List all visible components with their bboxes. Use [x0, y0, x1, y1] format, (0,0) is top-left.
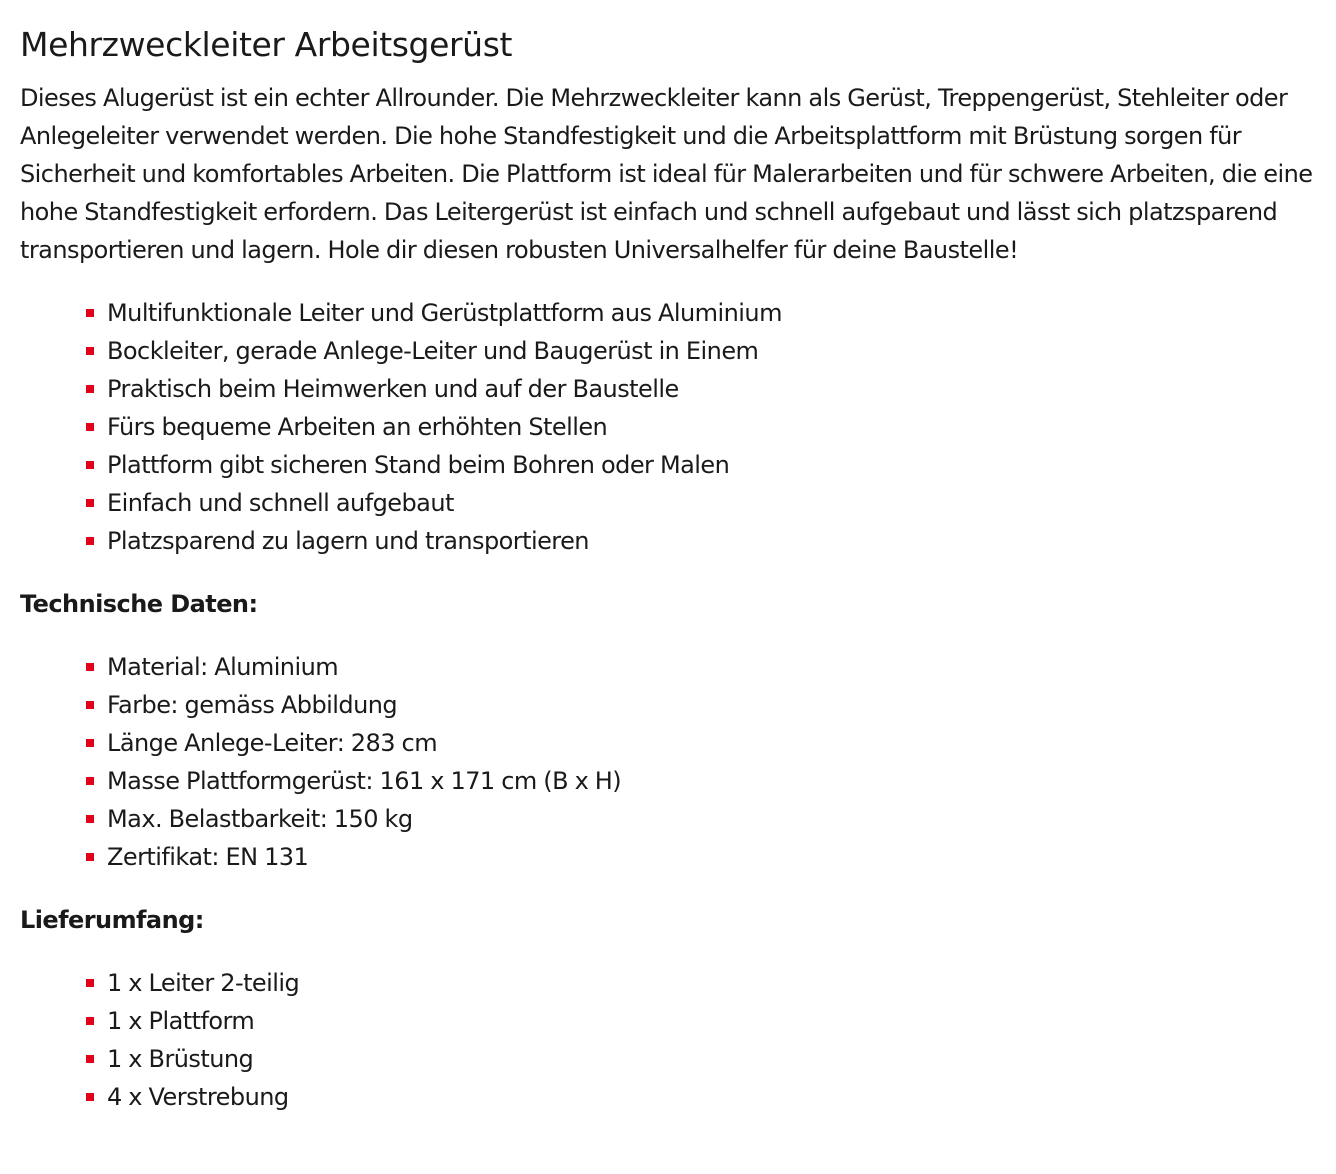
- square-bullet-icon: [86, 663, 94, 671]
- list-item: [86, 762, 1316, 800]
- intro-paragraph: Dieses Alugerüst ist ein echter Allrounder. Die Mehrzweckleiter kann als Gerüst, Treppengerüst, Stehleiter oder Anlegeleiter verwendet werden. Die hohe Standfestigkeit und die Arbeitsplattform mit Brüstung sorgen für Sicherheit und komfortables Arbeiten. Die Plattform ist ideal für Malerarbeiten und für schwere Arbeiten, die eine hohe Standfestigkeit erfordern. Das Leitergerüst ist einfach und schnell aufgebaut und lässt sich platzsparend transportieren und lagern. Hole dir diesen robusten Universalhelfer für deine Baustelle!: [20, 84, 1313, 264]
- list-item: [86, 446, 1316, 484]
- list-item-text: Bockleiter, gerade Anlege-Leiter und Baugerüst in Einem: [107, 337, 759, 365]
- list-item: [86, 484, 1316, 522]
- list-item: [86, 648, 1316, 686]
- list-item-text: Platzsparend zu lagern und transportieren: [107, 527, 589, 555]
- list-item-text: Praktisch beim Heimwerken und auf der Baustelle: [107, 375, 679, 403]
- list-item: [86, 408, 1316, 446]
- delivery-list: [20, 964, 1316, 1116]
- list-item: [86, 332, 1316, 370]
- list-item: [86, 964, 1316, 1002]
- square-bullet-icon: [86, 701, 94, 709]
- list-item-text: Max. Belastbarkeit: 150 kg: [107, 805, 413, 833]
- list-item: [86, 1078, 1316, 1116]
- square-bullet-icon: [86, 537, 94, 545]
- list-item-text: Länge Anlege-Leiter: 283 cm: [107, 729, 438, 757]
- list-item-text: Multifunktionale Leiter und Gerüstplattform aus Aluminium: [107, 299, 782, 327]
- list-item: [86, 294, 1316, 332]
- square-bullet-icon: [86, 461, 94, 469]
- list-item: [86, 724, 1316, 762]
- tech-specs-list: [20, 648, 1316, 876]
- list-item-text: Zertifikat: EN 131: [107, 843, 309, 871]
- square-bullet-icon: [86, 385, 94, 393]
- square-bullet-icon: [86, 309, 94, 317]
- list-item-text: Masse Plattformgerüst: 161 x 171 cm (B x H): [107, 767, 622, 795]
- square-bullet-icon: [86, 853, 94, 861]
- list-item-text: 1 x Leiter 2-teilig: [107, 969, 300, 997]
- list-item-text: Farbe: gemäss Abbildung: [107, 691, 398, 719]
- feature-list: [20, 294, 1316, 560]
- square-bullet-icon: [86, 347, 94, 355]
- square-bullet-icon: [86, 1093, 94, 1101]
- list-item-text: Einfach und schnell aufgebaut: [107, 489, 454, 517]
- list-item: [86, 800, 1316, 838]
- square-bullet-icon: [86, 1055, 94, 1063]
- square-bullet-icon: [86, 979, 94, 987]
- list-item-text: Material: Aluminium: [107, 653, 339, 681]
- list-item-text: 4 x Verstrebung: [107, 1083, 289, 1111]
- list-item-text: Plattform gibt sicheren Stand beim Bohren oder Malen: [107, 451, 730, 479]
- list-item: [86, 686, 1316, 724]
- list-item-text: Fürs bequeme Arbeiten an erhöhten Stellen: [107, 413, 608, 441]
- square-bullet-icon: [86, 423, 94, 431]
- square-bullet-icon: [86, 499, 94, 507]
- square-bullet-icon: [86, 777, 94, 785]
- page-title: Mehrzweckleiter Arbeitsgerüst: [20, 25, 513, 64]
- list-item: [86, 1040, 1316, 1078]
- list-item: [86, 1002, 1316, 1040]
- list-item-text: 1 x Plattform: [107, 1007, 255, 1035]
- square-bullet-icon: [86, 1017, 94, 1025]
- delivery-heading: Lieferumfang:: [20, 906, 204, 934]
- square-bullet-icon: [86, 739, 94, 747]
- list-item: [86, 838, 1316, 876]
- list-item: [86, 370, 1316, 408]
- list-item-text: 1 x Brüstung: [107, 1045, 254, 1073]
- list-item: [86, 522, 1316, 560]
- square-bullet-icon: [86, 815, 94, 823]
- tech-specs-heading: Technische Daten:: [20, 590, 258, 618]
